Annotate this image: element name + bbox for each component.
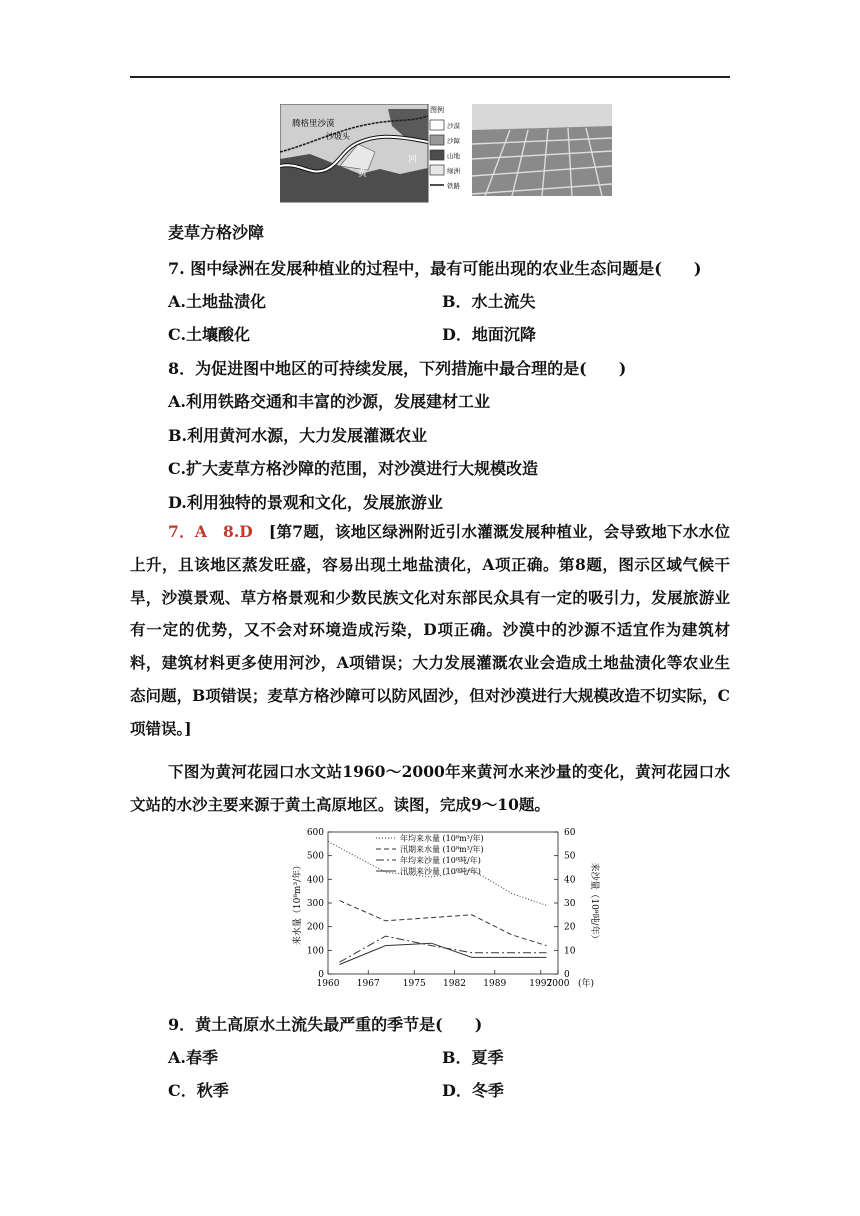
left-tick-label: 500: [306, 851, 324, 862]
question-9-option-b: B．夏季: [442, 1048, 504, 1067]
right-tick-label: 30: [564, 899, 576, 909]
question-9-option-a: A.春季: [168, 1048, 218, 1067]
question-8-option-c: C.扩大麦草方格沙障的范围，对沙漠进行大规模改造: [168, 459, 539, 478]
question-8-option-b: B.利用黄河水源，大力发展灌溉农业: [168, 426, 428, 445]
water-sediment-chart: [290, 822, 620, 1000]
legend-item: 铁路: [447, 182, 460, 190]
x-tick-label: 1975: [402, 979, 426, 989]
series-line-4: [340, 943, 547, 964]
map-label-desert: 腾格里沙漠: [292, 119, 335, 129]
question-9-option-c: C．秋季: [168, 1081, 229, 1100]
series-line-3: [340, 936, 547, 962]
right-tick-label: 60: [564, 828, 576, 838]
right-tick-label: 0: [564, 970, 570, 980]
legend-title: 图例: [430, 106, 444, 114]
y-axis-left-label: 来水量（10⁸m³/年）: [293, 860, 303, 946]
legend-label: 年均来沙量 (10⁸吨/年): [400, 856, 481, 865]
legend-item: 绿洲: [447, 167, 460, 175]
map-label-he: 河: [408, 155, 418, 165]
left-tick-label: 0: [318, 970, 324, 980]
legend-item: 山地: [447, 152, 460, 160]
question-9-option-d: D．冬季: [442, 1081, 504, 1100]
header-rule: [130, 76, 730, 78]
question-7-option-c: C.土壤酸化: [168, 325, 251, 344]
question-7-option-b: B．水土流失: [442, 292, 536, 311]
right-tick-label: 20: [564, 922, 576, 933]
map-label-huang: 黄: [358, 169, 368, 179]
left-tick-label: 600: [306, 828, 324, 838]
map-label-shapotou: 沙坡头: [326, 132, 350, 141]
question-7-stem: 7. 图中绿洲在发展种植业的过程中，最有可能出现的农业生态问题是( ): [168, 259, 702, 278]
legend-item: 沙漠: [447, 122, 460, 130]
x-tick-label: 2000: [546, 979, 570, 989]
figure1-caption: 麦草方格沙障: [168, 223, 265, 242]
legend-label: 年均来水量 (10⁸m³/年): [400, 834, 484, 843]
question-9-stem: 9．黄土高原水土流失最严重的季节是( ): [168, 1015, 483, 1034]
x-unit-label: (年): [578, 979, 595, 989]
question-7-option-d: D．地面沉降: [442, 325, 536, 344]
question-8-option-d: D.利用独特的景观和文化，发展旅游业: [168, 493, 443, 512]
x-tick-label: 1982: [443, 979, 466, 989]
question-7-option-a: A.土地盐渍化: [168, 292, 266, 311]
right-tick-label: 50: [564, 851, 576, 862]
x-tick-label: 1967: [356, 979, 380, 989]
legend-item: 沙障: [447, 137, 460, 145]
intro-9-10: 下图为黄河花园口水文站1960～2000年来黄河水来沙量的变化，黄河花园口水文站的水沙主要来源于黄土高原地区。读图，完成9～10题。: [130, 762, 730, 814]
question-8-stem: 8．为促进图中地区的可持续发展，下列措施中最合理的是( ): [168, 359, 627, 378]
series-line-2: [340, 901, 547, 946]
map-figure: [280, 104, 612, 204]
legend-label: 汛期来水量 (10⁸m³/年): [400, 845, 484, 854]
answer-key: 7．A 8.D: [168, 522, 253, 541]
x-tick-label: 1960: [316, 979, 340, 989]
right-tick-label: 10: [564, 946, 576, 957]
left-tick-label: 300: [306, 899, 324, 909]
right-tick-label: 40: [564, 875, 576, 886]
x-tick-label: 1997: [529, 979, 553, 989]
left-tick-label: 100: [306, 946, 324, 957]
left-tick-label: 400: [306, 875, 324, 886]
legend-label: 汛期来沙量 (10⁸吨/年): [400, 867, 481, 876]
answer-text: [第7题，该地区绿洲附近引水灌溉发展种植业，会导致地下水水位上升，且该地区蒸发旺盛，容易出现土地盐渍化，A项正确。第8题，图示区域气候干旱，沙漠景观、草方格景观和少数民族文化对东部民众具有一定的吸引力，发展旅游业有一定的优势，又不会对环境造成污染，D项正确。沙漠中的沙源不适宜作为建筑材料，建筑材料更多使用河沙，A项错误；大力发展灌溉农业会造成土地盐渍化等农业生态问题，B项错误；麦草方格沙障可以防风固沙，但对沙漠进行大规模改造不切实际，C项错误。]: [130, 522, 730, 738]
question-8-option-a: A.利用铁路交通和丰富的沙源，发展建材工业: [168, 392, 490, 411]
answer-explanation: [130, 516, 730, 746]
straw-grid-photo: [472, 104, 612, 196]
y-axis-right-label: 来沙量（10⁸吨/年）: [589, 862, 599, 944]
x-tick-label: 1989: [483, 979, 507, 989]
left-tick-label: 200: [306, 922, 324, 933]
